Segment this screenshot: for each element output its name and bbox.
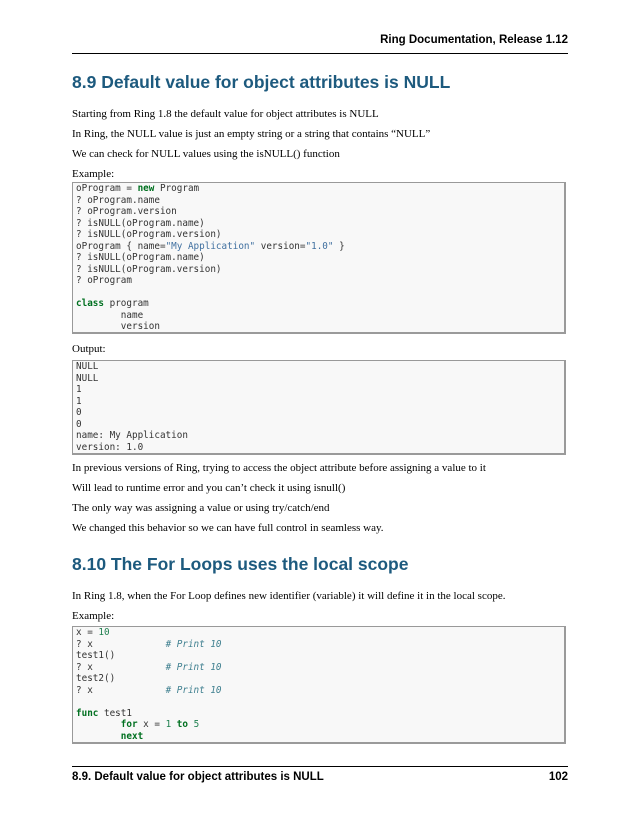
section-heading-8-10: 8.10 The For Loops uses the local scope [72, 554, 409, 574]
code-line: name [76, 309, 144, 321]
running-header: Ring Documentation, Release 1.12 [380, 34, 568, 46]
output-line: 0 [76, 407, 82, 418]
footer-rule [72, 766, 568, 767]
code-line: ? oProgram [76, 275, 132, 286]
header-rule [72, 53, 568, 54]
paragraph: In Ring, the NULL value is just an empty string or a string that contains “NULL” [72, 128, 431, 140]
output-line: 1 [76, 384, 82, 395]
paragraph: In Ring 1.8, when the For Loop defines new identifier (variable) it will define it in the local scope. [72, 590, 506, 602]
code-line-blank [76, 696, 564, 708]
output-line: 1 [76, 395, 82, 407]
code-line: ? isNULL(oProgram.name) [76, 217, 205, 229]
code-line: x = 10 [76, 627, 110, 638]
example-label: Example: [72, 168, 115, 180]
paragraph: Starting from Ring 1.8 the default value for object attributes is NULL [72, 108, 379, 120]
code-line: ? oProgram.name [76, 194, 160, 206]
code-line: version [76, 321, 160, 332]
paragraph: Will lead to runtime error and you can’t check it using isnull() [72, 482, 346, 494]
code-line-blank [76, 287, 564, 299]
code-line: ? x # Print 10 [76, 638, 222, 650]
example-label: Example: [72, 610, 115, 622]
output-line: NULL [76, 361, 99, 372]
code-line: ? isNULL(oProgram.name) [76, 252, 205, 263]
code-line: ? x # Print 10 [76, 661, 222, 673]
code-line: for x = 1 to 5 [120, 719, 200, 730]
paragraph: The only way was assigning a value or using try/catch/end [72, 502, 330, 514]
paragraph: We can check for NULL values using the isNULL() function [72, 148, 340, 160]
output-line: NULL [76, 372, 99, 384]
code-line: class program [76, 298, 149, 309]
code-line: ? isNULL(oProgram.version) [76, 263, 222, 275]
document-page [72, 0, 568, 825]
section-heading-8-9: 8.9 Default value for object attributes is NULL [72, 72, 451, 92]
output-line: 0 [76, 418, 82, 430]
code-line: test1() [76, 650, 116, 661]
code-block-output [72, 360, 566, 455]
code-line: ? oProgram.version [76, 206, 177, 217]
paragraph: We changed this behavior so we can have full control in seamless way. [72, 522, 384, 534]
output-line: version: 1.0 [76, 441, 144, 453]
output-label: Output: [72, 343, 106, 355]
code-line: oProgram = new Program [76, 183, 200, 194]
code-block-example [72, 182, 566, 334]
code-line: ? x # Print 10 [76, 684, 222, 696]
code-line: next [120, 730, 144, 742]
code-line: oProgram { name="My Application" version="1.0" } [76, 240, 345, 252]
output-line: name: My Application [76, 430, 188, 441]
paragraph: In previous versions of Ring, trying to access the object attribute before assigning a value to it [72, 462, 486, 474]
code-line: ? isNULL(oProgram.version) [76, 229, 222, 240]
code-line: test2() [76, 673, 116, 684]
footer-section-title: 8.9. Default value for object attributes is NULL [72, 771, 324, 783]
code-line: func test1 [76, 707, 132, 719]
code-block-for-loop [72, 626, 566, 744]
page-number: 102 [548, 771, 568, 783]
